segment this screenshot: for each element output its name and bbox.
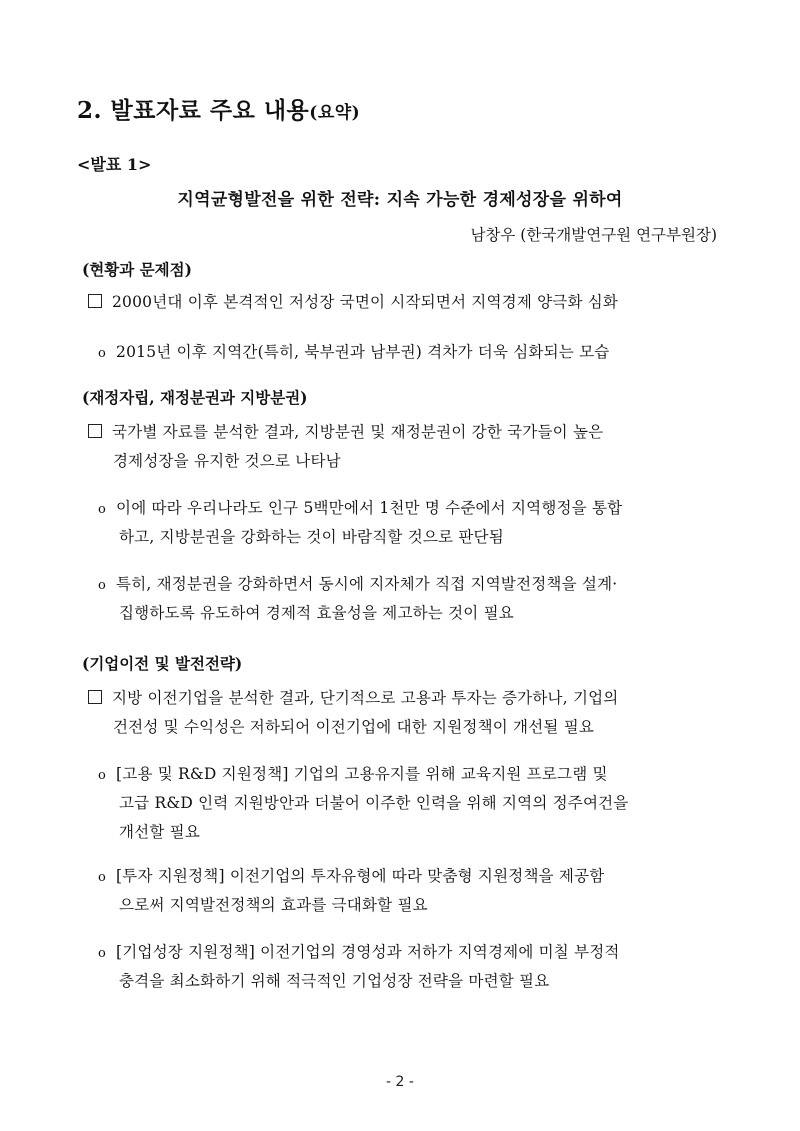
- circle-item-continuation: 고급 R&D 인력 지원방안과 더불어 이주한 인력을 위해 지역의 정주여건을: [119, 794, 629, 812]
- circle-item-continuation: 하고, 지방분권을 강화하는 것이 바람직할 것으로 판단됨: [119, 528, 504, 546]
- circle-bullet-icon: o: [98, 946, 107, 961]
- circle-bullet-icon: o: [98, 870, 107, 885]
- circle-bullet-icon: o: [98, 502, 107, 517]
- box-item: 국가별 자료를 분석한 결과, 지방분권 및 재정분권이 강한 국가들이 높은: [88, 420, 603, 442]
- circle-item: o 2015년 이후 지역간(특히, 북부권과 남부권) 격차가 더욱 심화되는 모습: [98, 343, 610, 361]
- presentation-author: 남창우 (한국개발연구원 연구부원장): [470, 226, 717, 244]
- heading-main: 2. 발표자료 주요 내용: [77, 97, 310, 124]
- circle-bullet-icon: o: [98, 346, 107, 361]
- subsection-heading-relocation: (기업이전 및 발전전략): [82, 654, 243, 673]
- box-item: 2000년대 이후 본격적인 저성장 국면이 시작되면서 지역경제 양극화 심화: [88, 290, 618, 312]
- box-item: 지방 이전기업을 분석한 결과, 단기적으로 고용과 투자는 증가하나, 기업의: [88, 686, 618, 708]
- circle-bullet-icon: o: [98, 578, 107, 593]
- circle-item-continuation: 집행하도록 유도하여 경제적 효율성을 제고하는 것이 필요: [119, 604, 514, 622]
- circle-item-continuation: 으로써 지역발전정책의 효과를 극대화할 필요: [119, 896, 428, 914]
- circle-item: o 이에 따라 우리나라도 인구 5백만에서 1천만 명 수준에서 지역행정을 통합: [98, 499, 623, 517]
- circle-item: o [기업성장 지원정책] 이전기업의 경영성과 저하가 지역경제에 미칠 부정적: [98, 943, 620, 961]
- checkbox-square-icon: [88, 424, 102, 438]
- presentation-title: 지역균형발전을 위한 전략: 지속 가능한 경제성장을 위하여: [177, 190, 623, 210]
- page-number: - 2 -: [386, 1074, 414, 1090]
- circle-bullet-icon: o: [98, 768, 107, 783]
- checkbox-square-icon: [88, 690, 102, 704]
- subsection-heading-fiscal: (재정자립, 재정분권과 지방분권): [82, 388, 308, 407]
- circle-item: o [고용 및 R&D 지원정책] 기업의 고용유지를 위해 교육지원 프로그램 및: [98, 765, 608, 783]
- box-item-continuation: 경제성장을 유지한 것으로 나타남: [113, 452, 341, 470]
- circle-item: o 특히, 재정분권을 강화하면서 동시에 지자체가 직접 지역발전정책을 설계·: [98, 575, 618, 593]
- circle-item-continuation: 개선할 필요: [119, 823, 200, 841]
- section-heading: [77, 92, 360, 125]
- box-item-continuation: 건전성 및 수익성은 저하되어 이전기업에 대한 지원정책이 개선될 필요: [113, 718, 595, 736]
- checkbox-square-icon: [88, 294, 102, 308]
- circle-item: o [투자 지원정책] 이전기업의 투자유형에 따라 맞춤형 지원정책을 제공함: [98, 867, 605, 885]
- circle-item-continuation: 충격을 최소화하기 위해 적극적인 기업성장 전략을 마련할 필요: [119, 972, 550, 990]
- subsection-heading-status: (현황과 문제점): [82, 260, 192, 279]
- heading-suffix: (요약): [309, 103, 361, 123]
- presentation-label: <발표 1>: [77, 155, 152, 174]
